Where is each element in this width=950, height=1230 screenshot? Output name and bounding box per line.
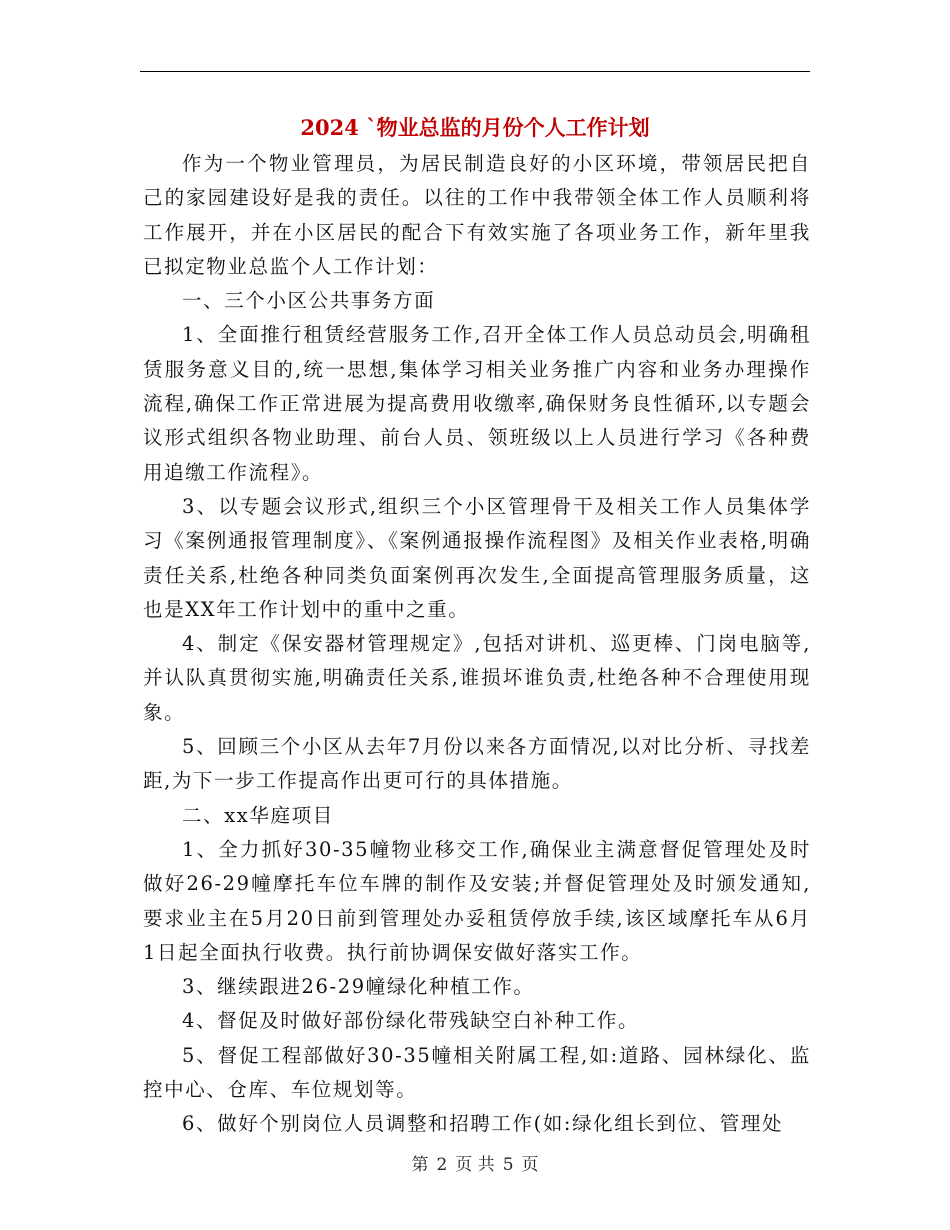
list-item: 5、督促工程部做好30-35幢相关附属工程,如:道路、园林绿化、监控中心、仓库、车位规划等。 — [143, 1043, 811, 1102]
list-item: 3、继续跟进26-29幢绿化种植工作。 — [182, 975, 535, 999]
list-item: 3、以专题会议形式,组织三个小区管理骨干及相关工作人员集体学习《案例通报管理制度》、《案例通报操作流程图》及相关作业表格,明确责任关系,杜绝各种同类负面案例再次发生,全面提高管理服务质量，这也是XX年工作计划中的重中之重。 — [143, 494, 811, 621]
page-number: 2 — [436, 1155, 448, 1175]
list-item: 1、全力抓好30-35幢物业移交工作,确保业主满意督促管理处及时做好26-29幢摩托车位车牌的制作及安装;并督促管理处及时颁发通知,要求业主在5月20日前到管理处办妥租赁停放手续,该区域摩托车从6月1日起全面执行收费。执行前协调保安做好落实工作。 — [143, 837, 811, 964]
page-total: 5 — [502, 1155, 514, 1175]
section-heading-huating-project: 二、xx华庭项目 — [182, 803, 334, 827]
document-body — [143, 147, 811, 1142]
header-rule — [140, 71, 810, 72]
section-heading-public-affairs: 一、三个小区公共事务方面 — [182, 289, 436, 313]
document-title: 2024 `物业总监的月份个人工作计划 — [300, 115, 650, 140]
footer-suffix: 页 — [521, 1155, 539, 1175]
list-item: 4、督促及时做好部份绿化带残缺空白补种工作。 — [182, 1009, 640, 1033]
intro-paragraph: 作为一个物业管理员，为居民制造良好的小区环境，带领居民把自己的家园建设好是我的责任。以往的工作中我带领全体工作人员顺利将工作展开，并在小区居民的配合下有效实施了各项业务工作，新年里我已拟定物业总监个人工作计划： — [143, 152, 811, 278]
footer-prefix: 第 — [411, 1155, 429, 1175]
list-item: 4、制定《保安器材管理规定》,包括对讲机、巡更棒、门岗电脑等,并认队真贯彻实施,明确责任关系,谁损坏谁负责,杜绝各种不合理使用现象。 — [143, 632, 811, 724]
list-item: 5、回顾三个小区从去年7月份以来各方面情况,以对比分析、寻找差距,为下一步工作提高作出更可行的具体措施。 — [143, 735, 811, 793]
list-item: 6、做好个别岗位人员调整和招聘工作(如:绿化组长到位、管理处 — [182, 1112, 784, 1136]
page-footer — [0, 1153, 950, 1177]
list-item: 1、全面推行租赁经营服务工作,召开全体工作人员总动员会,明确租赁服务意义目的,统一思想,集体学习相关业务推广内容和业务办理操作流程,确保工作正常进展为提高费用收缴率,确保财务良性循环,以专题会议形式组织各物业助理、前台人员、领班级以上人员进行学习《各种费用追缴工作流程》。 — [143, 323, 811, 484]
footer-middle: 页 共 — [455, 1155, 495, 1175]
